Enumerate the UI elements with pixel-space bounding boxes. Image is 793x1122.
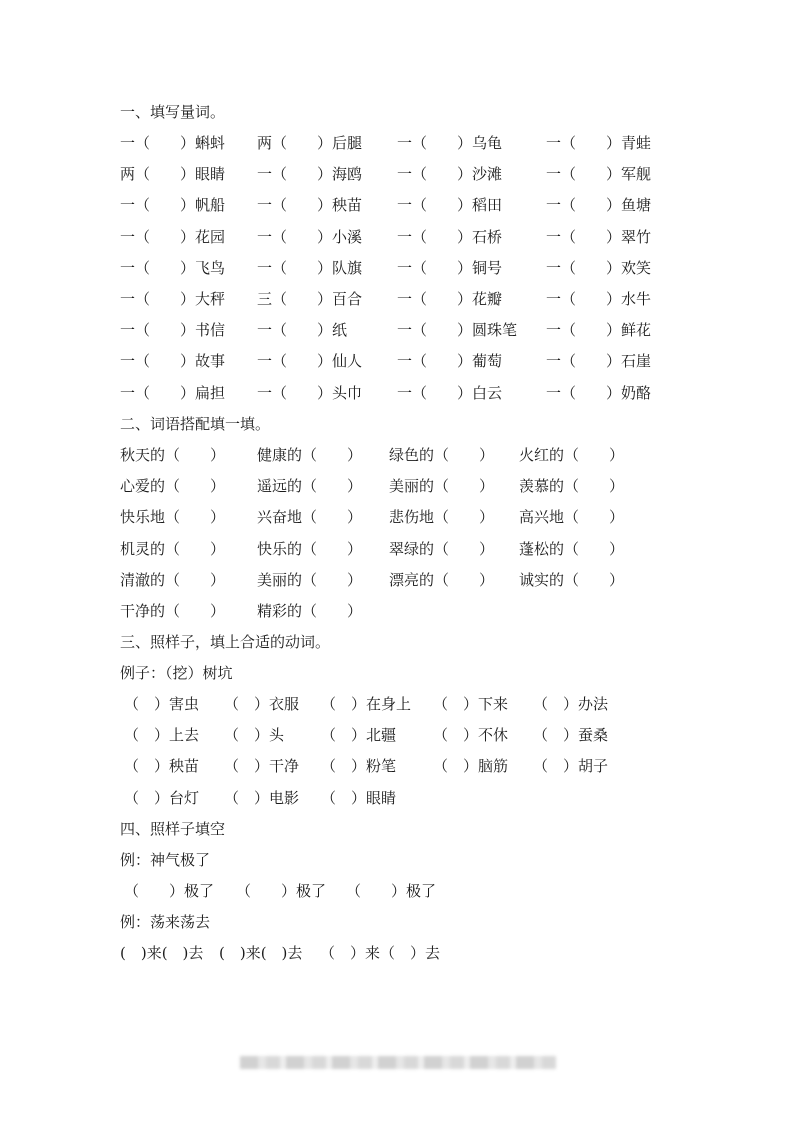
measure-word-item: 一（ ）书信 bbox=[120, 321, 226, 340]
measure-word-item: 一（ ）奶酪 bbox=[546, 383, 652, 402]
verb-fill-item: （ ）电影 bbox=[224, 788, 300, 807]
measure-word-item: 一（ ）石桥 bbox=[397, 227, 503, 246]
verb-fill-item: （ ）眼睛 bbox=[321, 788, 397, 807]
word-pairing-item: 火红的（ ） bbox=[519, 446, 625, 464]
verb-fill-item: （ ）上去 bbox=[124, 726, 200, 745]
verb-fill-item: （ ）脑筋 bbox=[433, 757, 509, 776]
measure-word-item: 两（ ）眼睛 bbox=[120, 165, 226, 184]
verb-fill-item: （ ）粉笔 bbox=[321, 757, 397, 776]
measure-word-item: 一（ ）故事 bbox=[120, 352, 226, 371]
extreme-fill-item: （ ）极了 bbox=[236, 882, 327, 900]
measure-word-item: 一（ ）纸 bbox=[257, 321, 348, 340]
word-pairing-item: 健康的（ ） bbox=[257, 446, 363, 464]
word-pairing-item: 翠绿的（ ） bbox=[389, 539, 495, 558]
verb-fill-item: （ ）胡子 bbox=[533, 757, 609, 776]
verb-fill-item: （ ）衣服 bbox=[224, 695, 300, 713]
measure-word-item: 一（ ）蝌蚪 bbox=[120, 134, 226, 152]
word-pairing-item: 高兴地（ ） bbox=[519, 508, 625, 527]
verb-fill-item: （ ）在身上 bbox=[321, 695, 412, 713]
blurred-footer bbox=[240, 1056, 556, 1069]
word-pairing-item: 清澈的（ ） bbox=[120, 570, 226, 589]
word-pairing-item: 羡慕的（ ） bbox=[519, 477, 625, 496]
measure-word-item: 一（ ）花瓣 bbox=[397, 290, 503, 308]
word-pairing-item: 蓬松的（ ） bbox=[519, 539, 625, 558]
measure-word-item: 两（ ）后腿 bbox=[257, 134, 363, 152]
word-pairing-item: 兴奋地（ ） bbox=[257, 508, 363, 527]
word-pairing-item: 漂亮的（ ） bbox=[389, 570, 495, 589]
word-pairing-item: 心爱的（ ） bbox=[120, 477, 226, 496]
section-4-heading: 四、照样子填空 bbox=[120, 820, 226, 838]
measure-word-item: 一（ ）大秤 bbox=[120, 290, 226, 308]
measure-word-item: 一（ ）头巾 bbox=[257, 383, 363, 402]
verb-fill-item: （ ）干净 bbox=[224, 757, 300, 776]
measure-word-item: 一（ ）扁担 bbox=[120, 383, 226, 402]
verb-fill-item: （ ）下来 bbox=[433, 695, 509, 713]
section-4-example-2: 例：荡来荡去 bbox=[120, 913, 211, 931]
verb-fill-item: （ ）害虫 bbox=[124, 695, 200, 713]
measure-word-item: 一（ ）水牛 bbox=[546, 290, 652, 308]
measure-word-item: 一（ ）仙人 bbox=[257, 352, 363, 371]
extreme-fill-item: （ ）极了 bbox=[346, 882, 437, 900]
measure-word-item: 一（ ）秧苗 bbox=[257, 196, 363, 215]
come-go-fill-item: （ ）来（ ）去 bbox=[320, 944, 441, 962]
measure-word-item: 一（ ）圆珠笔 bbox=[397, 321, 518, 340]
measure-word-item: 一（ ）葡萄 bbox=[397, 352, 503, 371]
word-pairing-item: 精彩的（ ） bbox=[257, 602, 363, 620]
measure-word-item: 一（ ）沙滩 bbox=[397, 165, 503, 184]
section-3-heading: 三、照样子，填上合适的动词。 bbox=[120, 633, 331, 651]
word-pairing-item: 机灵的（ ） bbox=[120, 539, 226, 558]
word-pairing-item: 美丽的（ ） bbox=[389, 477, 495, 496]
verb-fill-item: （ ）不休 bbox=[433, 726, 509, 745]
measure-word-item: 一（ ）稻田 bbox=[397, 196, 503, 215]
word-pairing-item: 美丽的（ ） bbox=[257, 570, 363, 589]
section-3-example: 例子：（挖）树坑 bbox=[120, 664, 233, 682]
word-pairing-item: 干净的（ ） bbox=[120, 602, 226, 620]
measure-word-item: 一（ ）队旗 bbox=[257, 258, 363, 277]
word-pairing-item: 诚实的（ ） bbox=[519, 570, 625, 589]
extreme-fill-item: （ ）极了 bbox=[124, 882, 215, 900]
measure-word-item: 一（ ）帆船 bbox=[120, 196, 226, 215]
verb-fill-item: （ ）头 bbox=[224, 726, 285, 745]
come-go-fill-item: ( )来( )去 bbox=[120, 944, 204, 962]
measure-word-item: 一（ ）小溪 bbox=[257, 227, 363, 246]
measure-word-item: 一（ ）石崖 bbox=[546, 352, 652, 371]
measure-word-item: 一（ ）花园 bbox=[120, 227, 226, 246]
measure-word-item: 一（ ）乌龟 bbox=[397, 134, 503, 152]
word-pairing-item: 悲伤地（ ） bbox=[389, 508, 495, 527]
verb-fill-item: （ ）秧苗 bbox=[124, 757, 200, 776]
section-1-heading: 一、填写量词。 bbox=[120, 103, 226, 121]
word-pairing-item: 快乐地（ ） bbox=[120, 508, 226, 527]
section-4-example-1: 例：神气极了 bbox=[120, 851, 211, 869]
measure-word-item: 一（ ）翠竹 bbox=[546, 227, 652, 246]
measure-word-item: 一（ ）军舰 bbox=[546, 165, 652, 184]
verb-fill-item: （ ）台灯 bbox=[124, 788, 200, 807]
measure-word-item: 一（ ）青蛙 bbox=[546, 134, 652, 152]
measure-word-item: 一（ ）白云 bbox=[397, 383, 503, 402]
measure-word-item: 一（ ）欢笑 bbox=[546, 258, 652, 277]
measure-word-item: 一（ ）鱼塘 bbox=[546, 196, 652, 215]
measure-word-item: 一（ ）铜号 bbox=[397, 258, 503, 277]
measure-word-item: 一（ ）鲜花 bbox=[546, 321, 652, 340]
word-pairing-item: 秋天的（ ） bbox=[120, 446, 226, 464]
verb-fill-item: （ ）办法 bbox=[533, 695, 609, 713]
word-pairing-item: 遥远的（ ） bbox=[257, 477, 363, 496]
verb-fill-item: （ ）北疆 bbox=[321, 726, 397, 745]
measure-word-item: 三（ ）百合 bbox=[257, 290, 363, 308]
come-go-fill-item: ( )来( )去 bbox=[219, 944, 303, 962]
measure-word-item: 一（ ）飞鸟 bbox=[120, 258, 226, 277]
word-pairing-item: 绿色的（ ） bbox=[389, 446, 495, 464]
section-2-heading: 二、词语搭配填一填。 bbox=[120, 415, 271, 433]
word-pairing-item: 快乐的（ ） bbox=[257, 539, 363, 558]
measure-word-item: 一（ ）海鸥 bbox=[257, 165, 363, 184]
verb-fill-item: （ ）蚕桑 bbox=[533, 726, 609, 745]
